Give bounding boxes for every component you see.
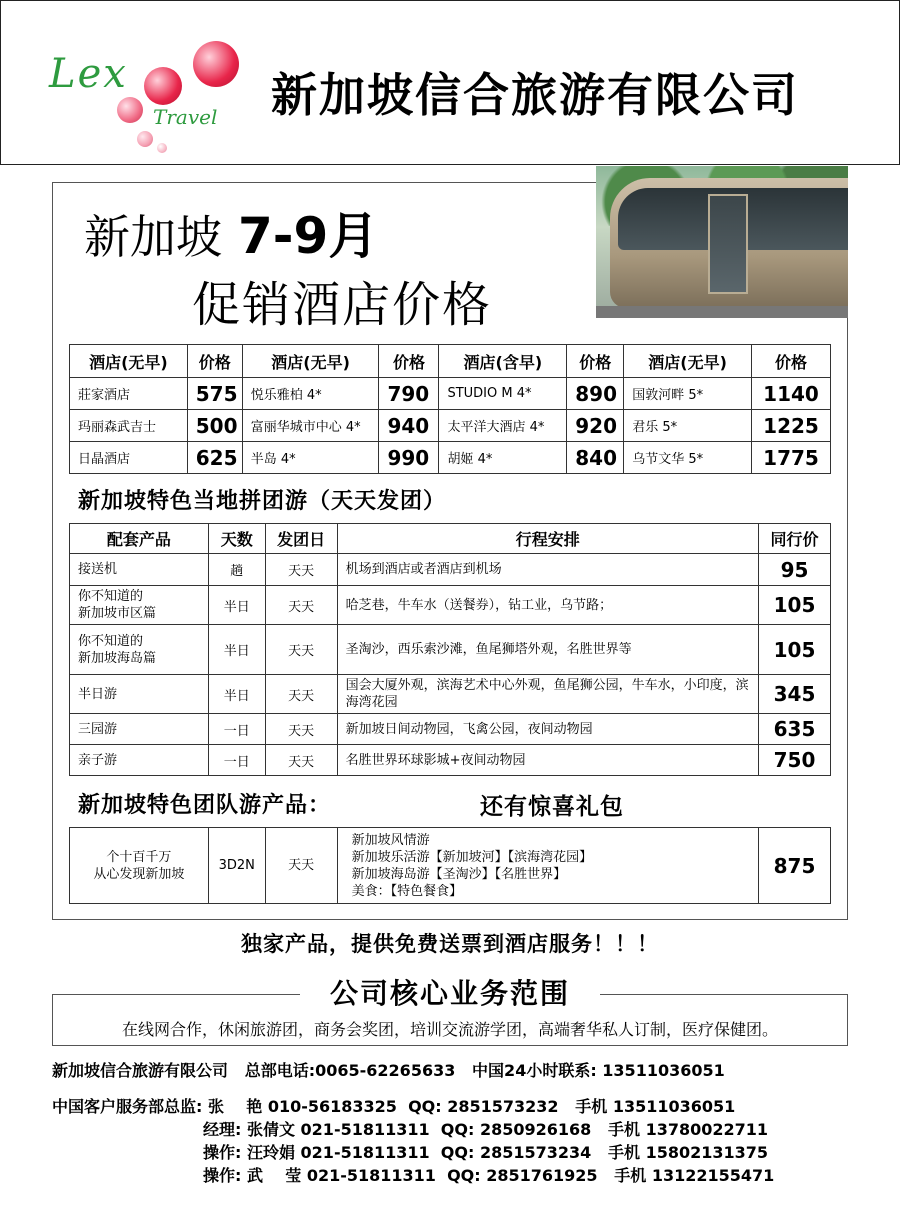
- business-scope-title: 公司核心业务范围: [300, 972, 600, 1012]
- tour-departure: 天天: [265, 675, 337, 714]
- hotel-col-header: 酒店(含早): [439, 345, 567, 378]
- hotel-name: 太平洋大酒店 4*: [439, 410, 567, 442]
- price-col-header: 价格: [752, 345, 831, 378]
- team-price: 875: [759, 828, 831, 904]
- hotel-price: 990: [379, 442, 439, 474]
- logo-bubble: [137, 131, 153, 147]
- hotel-price: 1140: [752, 378, 831, 410]
- tour-price: 750: [759, 745, 831, 776]
- promo-title-line2: 促销酒店价格: [192, 277, 493, 333]
- price-col-header: 价格: [379, 345, 439, 378]
- operator-contact-line: 操作: 武 莹 021-51811311 QQ: 2851761925 手机 13122155471: [203, 1166, 775, 1185]
- tour-itinerary: 名胜世界环球影城+夜间动物园: [337, 745, 758, 776]
- days-col-header: 天数: [208, 524, 265, 554]
- tour-days: 半日: [208, 625, 265, 675]
- hotel-col-header: 酒店(无早): [624, 345, 752, 378]
- team-itinerary: 新加坡风情游 新加坡乐活游【新加坡河】【滨海湾花园】 新加坡海岛游【圣淘沙】【名胜世界】 美食：【特色餐食】: [337, 828, 758, 904]
- hotel-price: 920: [567, 410, 624, 442]
- table-row: [70, 828, 831, 904]
- logo-travel-text: Travel: [153, 105, 218, 129]
- bus-door-graphic: [708, 194, 748, 294]
- hotel-price: 790: [379, 378, 439, 410]
- tour-departure: 天天: [265, 554, 337, 586]
- table-row: [70, 586, 831, 625]
- header-banner: [0, 0, 900, 165]
- tour-itinerary: 新加坡日间动物园，飞禽公园，夜间动物园: [337, 714, 758, 745]
- hotel-price: 1775: [752, 442, 831, 474]
- hotel-name: 富丽华城市中心 4*: [242, 410, 379, 442]
- road-graphic: [596, 306, 848, 318]
- logo-bubble: [157, 143, 167, 153]
- hotel-price: 575: [187, 378, 242, 410]
- lex-travel-logo: [41, 31, 251, 161]
- promo-months: 7-9月: [238, 207, 379, 265]
- company-title: 新加坡信合旅游有限公司: [271, 68, 799, 122]
- hotel-price: 500: [187, 410, 242, 442]
- hotel-name: 日晶酒店: [70, 442, 188, 474]
- table-row: [70, 714, 831, 745]
- departure-col-header: 发团日: [265, 524, 337, 554]
- table-row: [70, 625, 831, 675]
- tour-days: 一日: [208, 745, 265, 776]
- price-col-header: 价格: [567, 345, 624, 378]
- product-col-header: 配套产品: [70, 524, 209, 554]
- company-contact-line: 新加坡信合旅游有限公司 总部电话:0065-62265633 中国24小时联系: 13511036051: [52, 1061, 725, 1080]
- tour-product: 接送机: [70, 554, 209, 586]
- hotel-price: 890: [567, 378, 624, 410]
- price-col-header: 同行价: [759, 524, 831, 554]
- table-row: [70, 554, 831, 586]
- tour-bus-photo: [596, 166, 848, 318]
- hotel-name: 乌节文华 5*: [624, 442, 752, 474]
- director-contact-line: 中国客户服务部总监: 张 艳 010-56183325 QQ: 2851573232 手机 13511036051: [52, 1097, 736, 1116]
- tour-itinerary: 圣淘沙，西乐索沙滩，鱼尾狮塔外观，名胜世界等: [337, 625, 758, 675]
- tour-departure: 天天: [265, 586, 337, 625]
- tour-days: 一日: [208, 714, 265, 745]
- hotel-price: 1225: [752, 410, 831, 442]
- tour-price: 105: [759, 625, 831, 675]
- exclusive-service-text: 独家产品，提供免费送票到酒店服务！！！: [241, 932, 659, 956]
- table-row: [70, 378, 831, 410]
- hotel-col-header: 酒店(无早): [70, 345, 188, 378]
- hotel-name: 胡姬 4*: [439, 442, 567, 474]
- tour-days: 半日: [208, 675, 265, 714]
- tour-product: 亲子游: [70, 745, 209, 776]
- tour-product: 半日游: [70, 675, 209, 714]
- price-col-header: 价格: [187, 345, 242, 378]
- tour-days: 趟: [208, 554, 265, 586]
- hotel-price: 625: [187, 442, 242, 474]
- tour-table-header: [70, 524, 831, 554]
- hotel-name: 玛丽森武吉士: [70, 410, 188, 442]
- tour-product: 三园游: [70, 714, 209, 745]
- tour-itinerary: 机场到酒店或者酒店到机场: [337, 554, 758, 586]
- hotel-col-header: 酒店(无早): [242, 345, 379, 378]
- tour-departure: 天天: [265, 625, 337, 675]
- team-days: 3D2N: [208, 828, 265, 904]
- hotel-price-table: [69, 344, 831, 474]
- team-tour-table: [69, 827, 831, 904]
- table-row: [70, 442, 831, 474]
- hotel-price: 940: [379, 410, 439, 442]
- table-row: [70, 675, 831, 714]
- tour-price: 95: [759, 554, 831, 586]
- tour-departure: 天天: [265, 745, 337, 776]
- logo-bubble: [193, 41, 239, 87]
- hotel-table-header: [70, 345, 831, 378]
- business-scope-text: 在线网合作，休闲旅游团，商务会奖团，培训交流游学团，高端奢华私人订制，医疗保健团。: [121, 1020, 778, 1039]
- tour-price: 635: [759, 714, 831, 745]
- tour-price: 105: [759, 586, 831, 625]
- itinerary-col-header: 行程安排: [337, 524, 758, 554]
- tour-product: 你不知道的 新加坡市区篇: [70, 586, 209, 625]
- logo-bubble: [144, 67, 182, 105]
- tour-price: 345: [759, 675, 831, 714]
- hotel-name: 悦乐雅柏 4*: [242, 378, 379, 410]
- promo-country: 新加坡: [84, 210, 222, 264]
- tour-product: 你不知道的 新加坡海岛篇: [70, 625, 209, 675]
- hotel-name: 君乐 5*: [624, 410, 752, 442]
- table-row: [70, 410, 831, 442]
- hotel-name: 半岛 4*: [242, 442, 379, 474]
- logo-lex-text: Lex: [49, 51, 128, 97]
- team-tour-title: 新加坡特色团队游产品：: [78, 793, 332, 818]
- promo-title-line1: [84, 196, 378, 268]
- hotel-name: 国敦河畔 5*: [624, 378, 752, 410]
- team-departure: 天天: [265, 828, 337, 904]
- operator-contact-line: 操作: 汪玲娟 021-51811311 QQ: 2851573234 手机 15802131375: [203, 1143, 769, 1162]
- logo-bubble: [117, 97, 143, 123]
- manager-contact-line: 经理: 张倩文 021-51811311 QQ: 2850926168 手机 13780022711: [203, 1120, 769, 1139]
- tour-itinerary: 哈芝巷，牛车水（送餐券），钻工业，乌节路；: [337, 586, 758, 625]
- tour-itinerary: 国会大厦外观，滨海艺术中心外观，鱼尾狮公园，牛车水，小印度，滨海湾花园: [337, 675, 758, 714]
- tour-days: 半日: [208, 586, 265, 625]
- hotel-name: 莊家酒店: [70, 378, 188, 410]
- local-tour-table: [69, 523, 831, 776]
- tour-departure: 天天: [265, 714, 337, 745]
- hotel-price: 840: [567, 442, 624, 474]
- surprise-gift-text: 还有惊喜礼包: [480, 794, 624, 820]
- team-product: 个十百千万 从心发现新加坡: [70, 828, 209, 904]
- table-row: [70, 745, 831, 776]
- hotel-name: STUDIO M 4*: [439, 378, 567, 410]
- local-tour-title: 新加坡特色当地拼团游（天天发团）: [78, 489, 447, 514]
